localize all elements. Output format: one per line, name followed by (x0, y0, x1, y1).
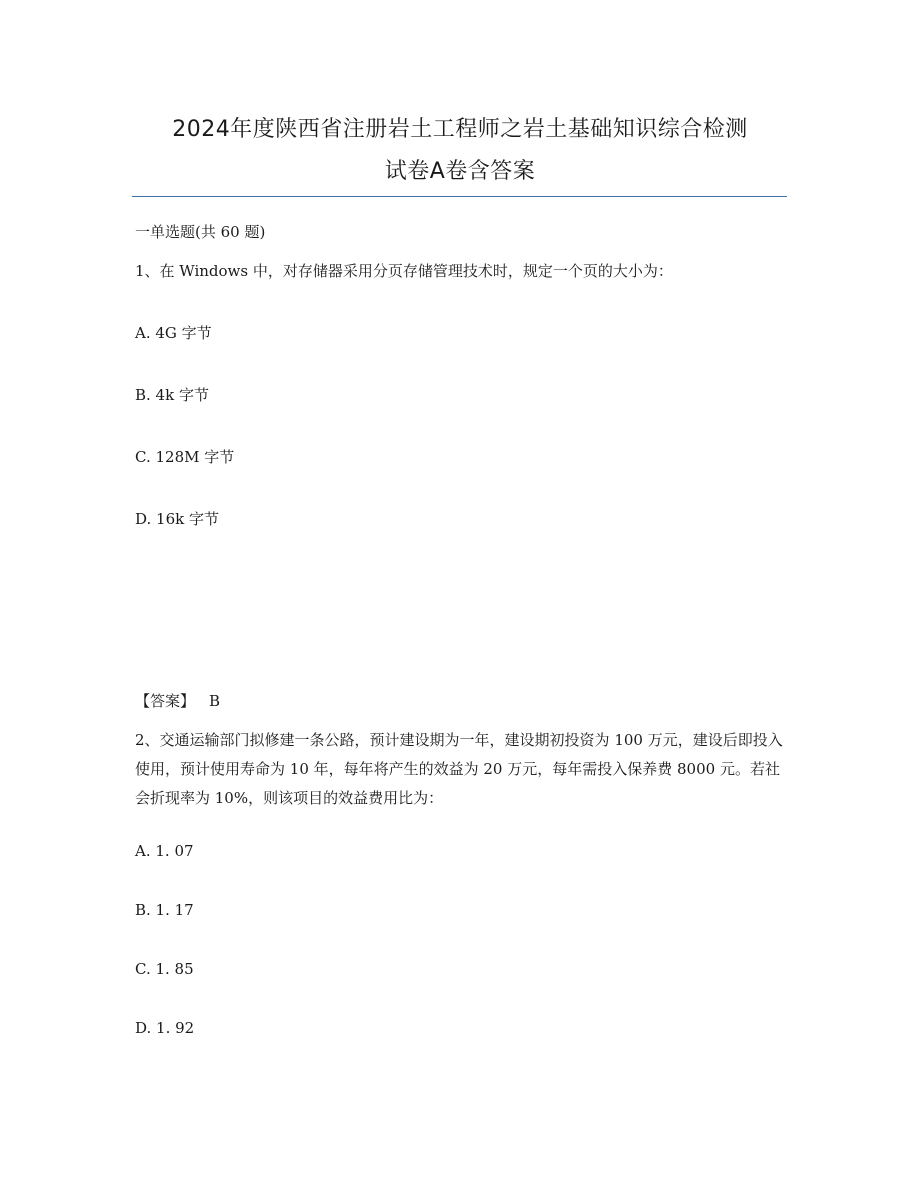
document-title-line-1: 2024年度陕西省注册岩土工程师之岩土基础知识综合检测 (172, 117, 748, 142)
question-2-option-d: D. 1. 92 (135, 1019, 195, 1037)
question-1-option-c: C. 128M 字节 (135, 448, 235, 466)
question-1-option-a: A. 4G 字节 (135, 324, 212, 342)
question-2-option-a: A. 1. 07 (135, 842, 194, 860)
question-1-option-b: B. 4k 字节 (135, 386, 209, 404)
answer-label: 【答案】 (135, 692, 196, 710)
answer-value: B (209, 692, 221, 710)
question-2-option-b: B. 1. 17 (135, 901, 194, 919)
document-title-line-2: 试卷A卷含答案 (384, 159, 536, 184)
question-2-stem: 2、交通运输部门拟修建一条公路，预计建设期为一年，建设期初投资为 100 万元，建设后即投入使用，预计使用寿命为 10 年，每年将产生的效益为 20 万元，每年需投入保养费 8000 元。若社会折现率为 10%，则该项目的效益费用比为： (135, 731, 783, 807)
question-1-option-d: D. 16k 字节 (135, 510, 219, 528)
question-2-option-c: C. 1. 85 (135, 960, 194, 978)
title-divider (132, 196, 787, 197)
question-1-answer (135, 694, 220, 709)
section-heading: 一单选题(共 60 题) (135, 223, 266, 241)
question-1-stem: 1、在 Windows 中，对存储器采用分页存储管理技术时，规定一个页的大小为： (135, 262, 673, 280)
